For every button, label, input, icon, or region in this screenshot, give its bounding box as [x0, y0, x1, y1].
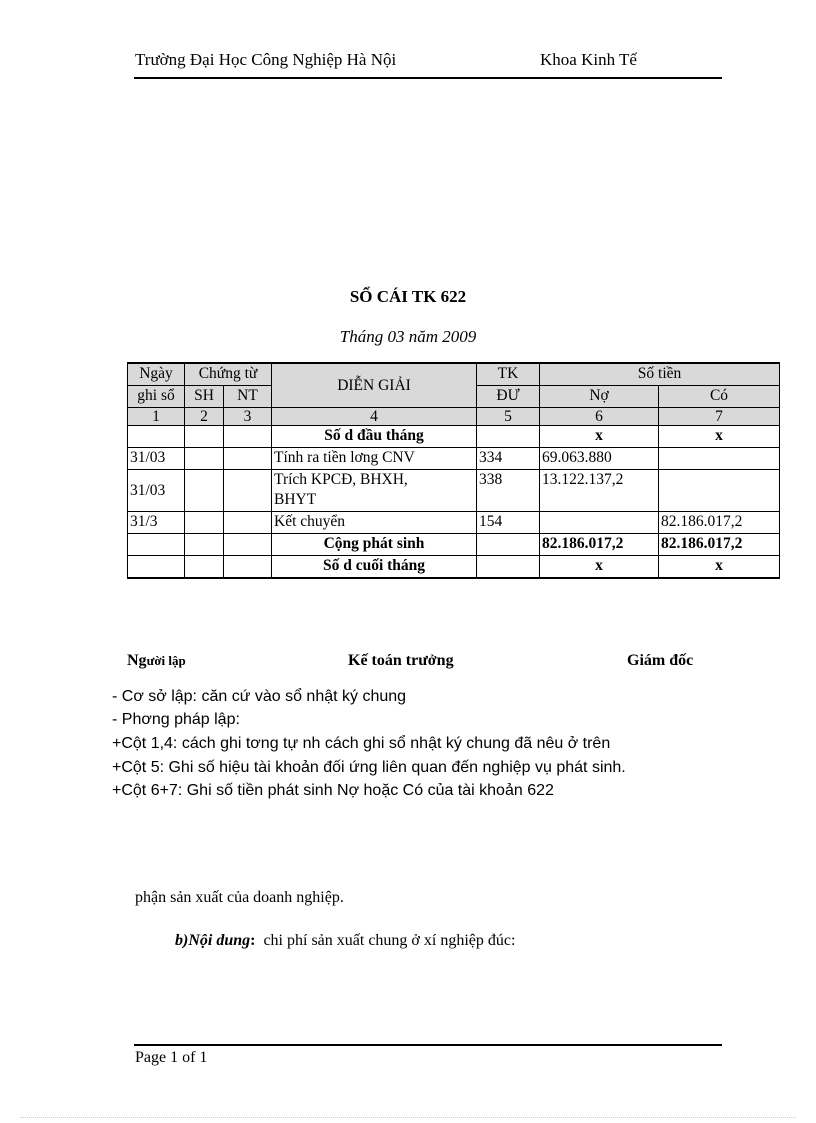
cell-tk: [477, 426, 540, 448]
cell-no: x: [540, 556, 659, 579]
col-sotien: Số tiền: [540, 363, 780, 386]
cell-date: 31/03: [128, 470, 185, 512]
col-no: Nợ: [540, 386, 659, 408]
ledger-title: SỔ CÁI TK 622: [349, 287, 467, 306]
cell-desc: Tính ra tiền lơng CNV: [272, 448, 477, 470]
table-header-row: [128, 363, 780, 386]
col-number: 4: [272, 408, 477, 426]
cell-sh: [185, 470, 224, 512]
col-number: 5: [477, 408, 540, 426]
cell-co: [659, 448, 780, 470]
note-line: - Cơ sở lập: căn cứ vào sổ nhật ký chung: [112, 688, 407, 705]
cell-tk: 154: [477, 512, 540, 534]
heading-colon: :: [250, 932, 256, 949]
col-sh: SH: [185, 386, 224, 408]
cell-nt: [224, 426, 272, 448]
page-edge: [20, 1117, 796, 1118]
cell-date: [128, 534, 185, 556]
body-heading-line: [175, 932, 515, 950]
col-chungtu: Chứng từ: [185, 363, 272, 386]
body-text: chi phí sản xuất chung ở xí nghiệp đúc:: [263, 932, 516, 949]
signature-director: Giám đốc: [627, 652, 694, 669]
cell-date: 31/3: [128, 512, 185, 534]
note-line: +Cột 1,4: cách ghi tơng tự nh cách ghi sổ nhật ký chung đã nêu ở trên: [112, 735, 611, 752]
cell-nt: [224, 534, 272, 556]
ledger-period: Tháng 03 năm 2009: [339, 327, 477, 346]
note-line: +Cột 6+7: Ghi số tiền phát sinh Nợ hoặc Có của tài khoản 622: [112, 782, 554, 799]
col-diengiai: DIỄN GIẢI: [272, 363, 477, 408]
table-row: [128, 426, 780, 448]
cell-date: [128, 556, 185, 579]
col-du: ĐƯ: [477, 386, 540, 408]
cell-sh: [185, 534, 224, 556]
col-number: 7: [659, 408, 780, 426]
footer-rule: [134, 1044, 722, 1046]
header-rule: [134, 77, 722, 79]
preparer-rest: ười lập: [146, 653, 186, 668]
cell-nt: [224, 556, 272, 579]
cell-co: [659, 470, 780, 512]
col-number: 1: [128, 408, 185, 426]
cell-sh: [185, 512, 224, 534]
cell-co: 82.186.017,2: [659, 534, 780, 556]
section-heading: b)Nội dung: [175, 932, 251, 949]
cell-no: 69.063.880: [540, 448, 659, 470]
header-faculty: Khoa Kinh Tế: [540, 50, 637, 69]
cell-nt: [224, 512, 272, 534]
table-row: [128, 556, 780, 579]
ledger-table: [127, 362, 780, 579]
cell-tk: [477, 534, 540, 556]
cell-desc: Trích KPCĐ, BHXH, BHYT: [272, 470, 477, 512]
cell-no: 82.186.017,2: [540, 534, 659, 556]
col-number: 3: [224, 408, 272, 426]
table-row: [128, 470, 780, 512]
page-footer: Page 1 of 1: [135, 1049, 208, 1066]
cell-co: x: [659, 426, 780, 448]
cell-nt: [224, 470, 272, 512]
cell-sh: [185, 448, 224, 470]
cell-co: x: [659, 556, 780, 579]
cell-desc: Kết chuyển: [272, 512, 477, 534]
header-school: Trường Đại Học Công Nghiệp Hà Nội: [135, 50, 397, 69]
cell-no: 13.122.137,2: [540, 470, 659, 512]
cell-desc: Số d đầu tháng: [272, 426, 477, 448]
cell-nt: [224, 448, 272, 470]
note-line: +Cột 5: Ghi số hiệu tài khoản đối ứng liên quan đến nghiệp vụ phát sinh.: [112, 759, 626, 776]
body-line: phận sản xuất của doanh nghiệp.: [135, 889, 344, 906]
col-co: Có: [659, 386, 780, 408]
note-line: - Phơng pháp lập:: [112, 711, 240, 728]
cell-sh: [185, 556, 224, 579]
preparer-prefix: Ng: [127, 652, 147, 669]
cell-tk: [477, 556, 540, 579]
table-row: [128, 512, 780, 534]
col-ngay: Ngày: [128, 363, 185, 386]
signature-preparer: [127, 652, 186, 670]
cell-no: x: [540, 426, 659, 448]
cell-desc: Cộng phát sinh: [272, 534, 477, 556]
cell-tk: 334: [477, 448, 540, 470]
signature-chief-accountant: Kế toán trưởng: [348, 652, 454, 669]
column-number-row: [128, 408, 780, 426]
cell-sh: [185, 426, 224, 448]
cell-date: 31/03: [128, 448, 185, 470]
col-tk: TK: [477, 363, 540, 386]
cell-desc: Số d cuối tháng: [272, 556, 477, 579]
cell-date: [128, 426, 185, 448]
table-row: [128, 448, 780, 470]
col-number: 6: [540, 408, 659, 426]
cell-tk: 338: [477, 470, 540, 512]
cell-co: 82.186.017,2: [659, 512, 780, 534]
table-row: [128, 534, 780, 556]
col-number: 2: [185, 408, 224, 426]
col-ghiso: ghi sổ: [128, 386, 185, 408]
col-nt: NT: [224, 386, 272, 408]
cell-no: [540, 512, 659, 534]
